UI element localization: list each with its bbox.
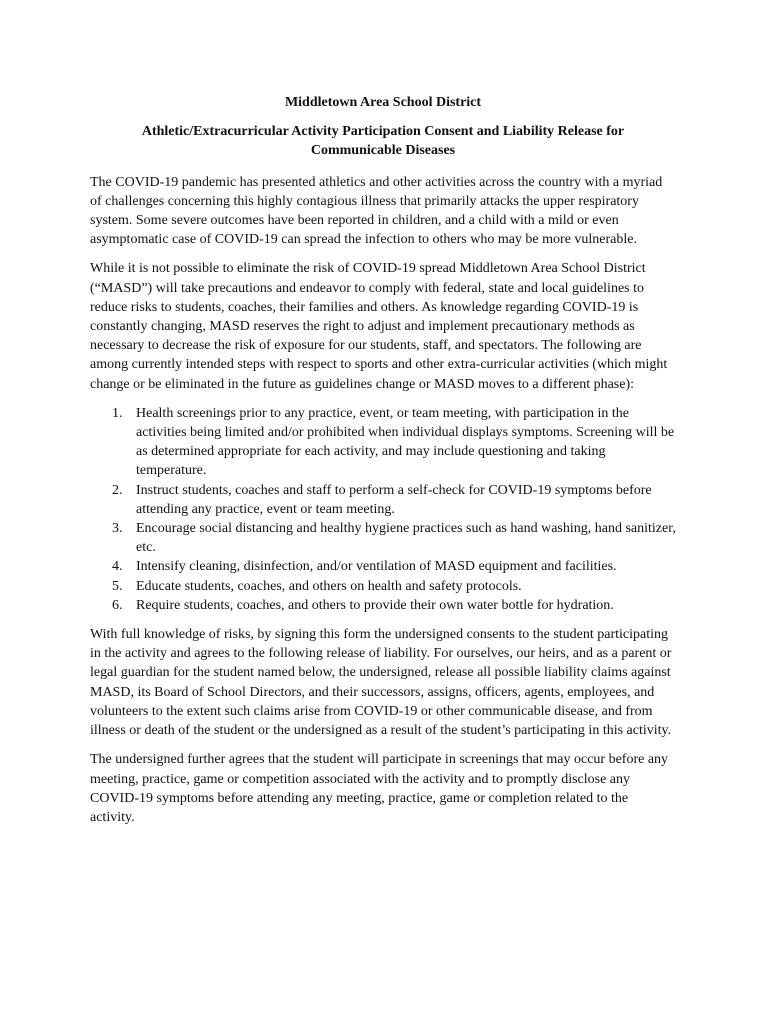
list-item-number: 1. xyxy=(112,405,123,421)
list-item-text: Health screenings prior to any practice, event, or team meeting, with participation in the activities being limited and/or prohibited when individual displays symptoms. Screening will be as determined appropriate for each activity, and may include questioning and taking temperature. xyxy=(136,405,675,479)
list-item xyxy=(90,404,676,481)
list-item-number: 6. xyxy=(112,597,123,613)
list-item xyxy=(90,519,676,557)
list-item xyxy=(90,481,676,519)
steps-list xyxy=(90,404,676,615)
list-item-text: Encourage social distancing and healthy hygiene practices such as hand washing, hand sanitizer, etc. xyxy=(136,521,676,556)
list-item-number: 5. xyxy=(112,578,123,594)
list-item xyxy=(90,596,676,615)
list-item-text: Instruct students, coaches and staff to perform a self-check for COVID-19 symptoms before attending any practice, event or team meeting. xyxy=(136,482,652,517)
document-page xyxy=(90,93,676,837)
list-item-text: Intensify cleaning, disinfection, and/or ventilation of MASD equipment and facilities. xyxy=(136,559,617,575)
list-item-number: 3. xyxy=(112,521,123,537)
document-title: Middletown Area School District xyxy=(284,95,482,110)
list-item xyxy=(90,577,676,596)
list-item-number: 2. xyxy=(112,482,123,498)
document-subtitle: Athletic/Extracurricular Activity Participation Consent and Liability Release for Communicable Diseases xyxy=(141,124,625,159)
list-item-number: 4. xyxy=(112,559,123,575)
list-item-text: Educate students, coaches, and others on health and safety protocols. xyxy=(136,578,522,594)
list-item xyxy=(90,557,676,576)
paragraph-release: With full knowledge of risks, by signing this form the undersigned consents to the student participating in the activity and agrees to the following release of liability. For ourselves, our heirs, and as a parent or legal guardian for the student named below, the undersigned, release all possible liability claims against MASD, its Board of School Directors, and their successors, assigns, officers, agents, employees, and volunteers to the extent such claims arise from COVID-19 or other communicable disease, and from illness or death of the student or the undersigned as a result of the student’s participating in this activity. xyxy=(90,627,672,739)
paragraph-precautions: While it is not possible to eliminate the risk of COVID-19 spread Middletown Area School District (“MASD”) will take precautions and endeavor to comply with federal, state and local guidelines to reduce risks to students, coaches, their families and others. As knowledge regarding COVID-19 is constantly changing, MASD reserves the right to adjust and implement precautionary methods as necessary to decrease the risk of exposure for our students, staff, and spectators. The following are among currently intended steps with respect to sports and other extra-curricular activities (which might change or be eliminated in the future as guidelines change or MASD moves to a different phase): xyxy=(90,261,668,392)
paragraph-intro: The COVID-19 pandemic has presented athletics and other activities across the country with a myriad of challenges concerning this highly contagious illness that primarily attacks the upper respiratory system. Some severe outcomes have been reported in children, and a child with a mild or even asymptomatic case of COVID-19 can spread the infection to others who may be more vulnerable. xyxy=(90,174,663,248)
paragraph-agreement: The undersigned further agrees that the student will participate in screenings that may occur before any meeting, practice, game or competition associated with the activity and to promptly disclose any COVID-19 symptoms before attending any meeting, practice, game or completion related to the activity. xyxy=(90,752,669,825)
list-item-text: Require students, coaches, and others to provide their own water bottle for hydration. xyxy=(136,597,614,613)
